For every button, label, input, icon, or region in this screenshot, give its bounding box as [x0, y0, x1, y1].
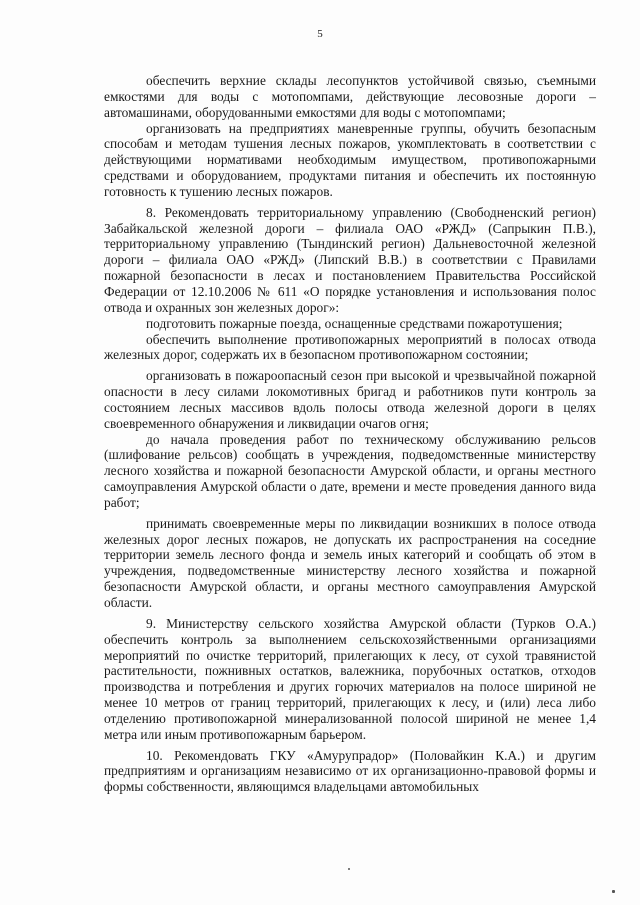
- paragraph-item-9: 9. Министерству сельского хозяйства Амурской области (Турков О.А.) обеспечить контроль за выполнением сельскохозяйственными организациями мероприятий по очистке территорий, прилегающих к лесу, от сухой травянистой растительности, пожнивных остатков, валежника, порубочных остатков, отходов производства и потребления и других горючих материалов на полосе шириной не менее 10 метров от границ территорий, прилегающих к лесу, и (или) леса либо отделению противопожарной минерализованной полосой шириной не менее 1,4 метра или иным противопожарным барьером.: [104, 615, 596, 742]
- paragraph-fire-measures: обеспечить выполнение противопожарных мероприятий в полосах отвода железных дорог, содержать их в безопасном противопожарном состоянии;: [104, 331, 596, 363]
- paragraph-upper-warehouses: обеспечить верхние склады лесопунктов устойчивой связью, съемными емкостями для воды с мотопомпами, действующие лесовозные дороги – автомашинами, оборудованными емкостями для воды с мотопомпами;: [104, 73, 596, 120]
- scan-speck: [612, 890, 615, 893]
- page-number: 5: [317, 28, 323, 40]
- paragraph-maneuver-groups: организовать на предприятиях маневренные группы, обучить безопасным способам и методам тушения лесных пожаров, укомплектовать в соответствии с действующими нормативами необходимым имуществом, противопожарными средствами и оборудованием, продуктами питания и обеспечить их постоянную готовность к тушению лесных пожаров.: [104, 120, 596, 199]
- paragraph-fire-season-control: организовать в пожароопасный сезон при высокой и чрезвычайной пожарной опасности в лесу силами локомотивных бригад и работников пути контроль за состоянием лесных массивов вдоль полосы отвода железной дороги в целях своевременного обнаружения и ликвидации очагов огня;: [104, 368, 596, 431]
- scan-speck: [348, 868, 350, 870]
- paragraph-rail-grinding: до начала проведения работ по техническому обслуживанию рельсов (шлифование рельсов) сообщать в учреждения, подведомственные министерству лесного хозяйства и пожарной безопасности Амурской области, и органы местного самоуправления Амурской области о дате, времени и месте проведения данного вида работ;: [104, 431, 596, 510]
- paragraph-item-8: 8. Рекомендовать территориальному управлению (Свободненский регион) Забайкальской железной дороги – филиала ОАО «РЖД» (Сапрыкин П.В.), территориальному управлению (Тындинский регион) Дальневосточной железной дороги – филиала ОАО «РЖД» (Липский В.В.) в соответствии с Правилами пожарной безопасности в лесах и постановлением Правительства Российской Федерации от 12.10.2006 № 611 «О порядке установления и использования полос отвода и охранных зон железных дорог»:: [104, 204, 596, 315]
- paragraph-fire-trains: подготовить пожарные поезда, оснащенные средствами пожаротушения;: [146, 315, 563, 331]
- paragraph-item-10: 10. Рекомендовать ГКУ «Амурупрадор» (Половайкин К.А.) и другим предприятиям и организациям независимо от их организационно-правовой формы и формы собственности, являющимся владельцами автомобильных: [104, 747, 596, 795]
- paragraph-fire-liquidation: принимать своевременные меры по ликвидации возникших в полосе отвода железных дорог лесных пожаров, не допускать их распространения на соседние территории земель лесного фонда и земель иных категорий и сообщать об этом в учреждения, подведомственные министерству лесного хозяйства и пожарной безопасности Амурской области, и органы местного самоуправления Амурской области.: [104, 515, 596, 610]
- document-body: [104, 73, 596, 795]
